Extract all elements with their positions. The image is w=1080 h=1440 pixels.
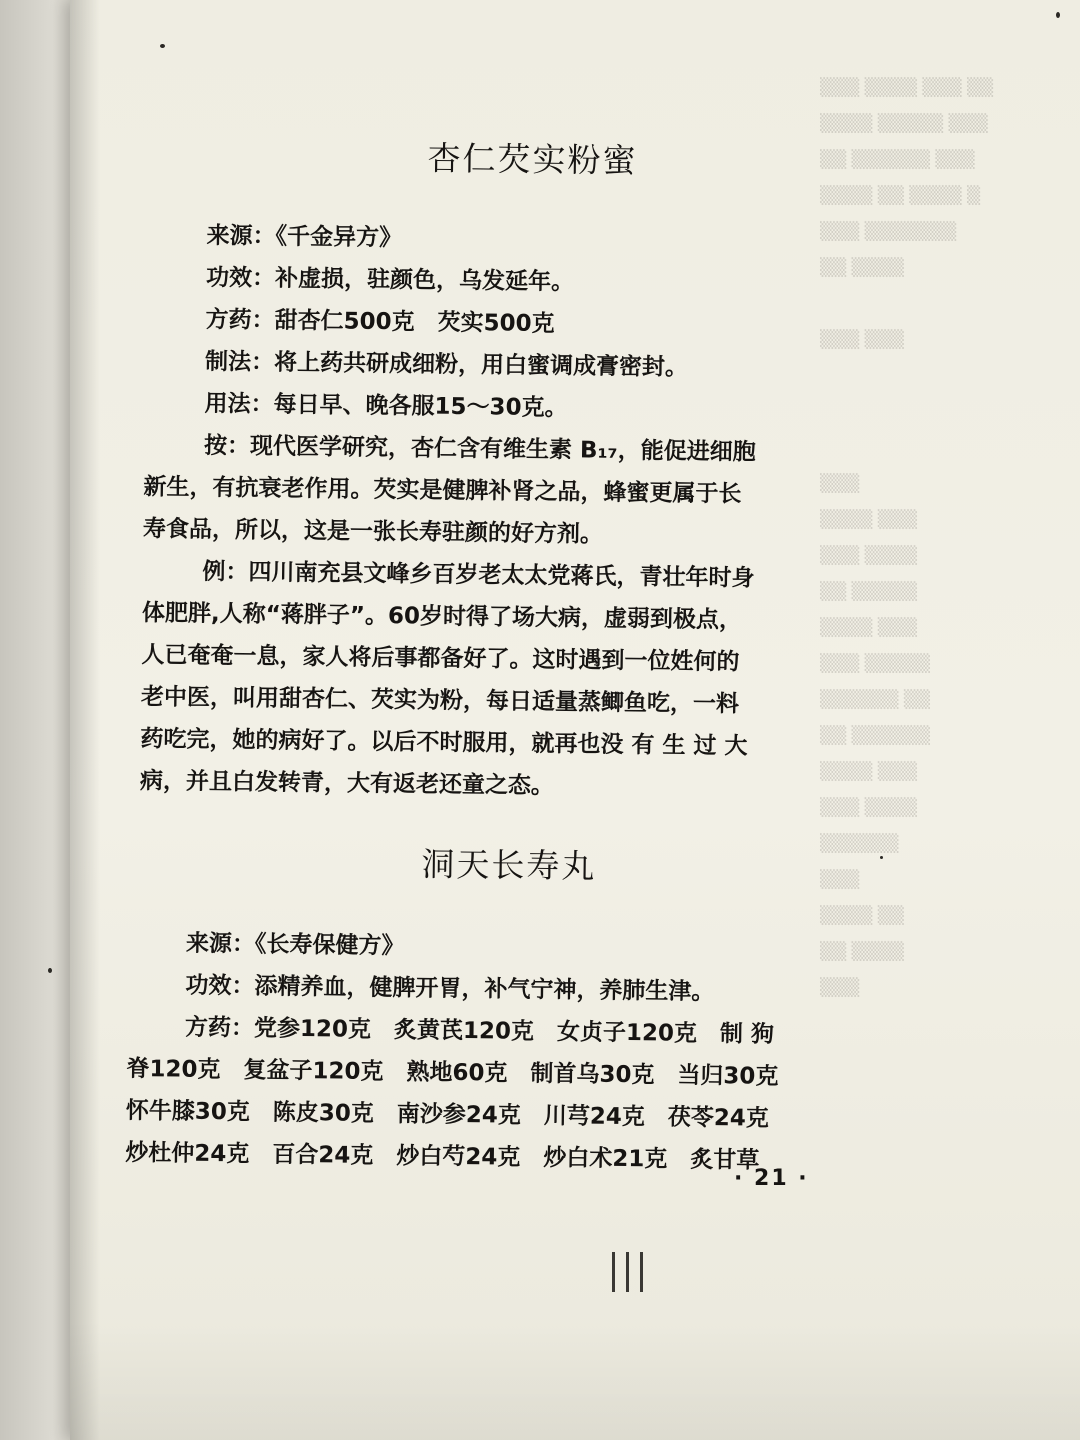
- note-line: 寿食品，所以，这是一张长寿驻颜的好方剂。: [142, 516, 604, 548]
- recipe-title-2: 洞天长寿丸: [421, 844, 597, 886]
- example-line: 药吃完，她的病好了。以后不时服用，就再也没 有 生 过 大: [140, 726, 748, 760]
- recipe-line-2: 脊120克 复盆子120克 熟地60克 制首乌30克 当归30克: [126, 1055, 779, 1090]
- example-line: 老中医，叫用甜杏仁、芡实为粉，每日适量蒸鲫鱼吃，一料: [140, 684, 740, 718]
- source-value: 《长寿保健方》: [254, 931, 405, 960]
- page-gutter-shadow: [70, 0, 100, 1440]
- source-value: 《千金异方》: [275, 223, 403, 252]
- page-number: · 21 ·: [734, 1166, 809, 1191]
- source-label: 来源：: [185, 930, 256, 958]
- example-line: 例：四川南充县文峰乡百岁老太太党蒋氏，青壮年时身: [202, 558, 755, 592]
- recipe-label: 方药：: [205, 306, 275, 334]
- note-line: 新生，有抗衰老作用。芡实是健脾补肾之品，蜂蜜更属于长: [143, 474, 742, 508]
- ink-speck: [48, 968, 52, 973]
- effect-label: 功效：: [185, 972, 255, 1000]
- ink-speck: [160, 44, 165, 48]
- effect-value: 补虚损，驻颜色，乌发延年。: [274, 265, 575, 296]
- prep-value: 将上药共研成细粉，用白蜜调成膏密封。: [273, 349, 689, 381]
- effect-label: 功效：: [205, 264, 276, 292]
- page-bottom-shade: [70, 1320, 1080, 1440]
- page-content: [125, 120, 868, 1183]
- binding-mark: [612, 1252, 646, 1292]
- usage-label: 用法：: [204, 390, 274, 418]
- example-line: 人已奄奄一息，家人将后事都备好了。这时遇到一位姓何的: [141, 642, 740, 676]
- example-line: 病，并且白发转青，大有返老还童之态。: [139, 768, 555, 800]
- recipe-line-2: 方药：党参120克 炙黄芪120克 女贞子120克 制 狗: [184, 1014, 775, 1048]
- ink-speck: [880, 856, 883, 859]
- recipe-value: 甜杏仁500克 芡实500克: [274, 307, 555, 338]
- ink-speck: [1056, 12, 1060, 18]
- recipe-line-2: 炒杜仲24克 百合24克 炒白芍24克 炒白术21克 炙甘草: [125, 1139, 760, 1174]
- recipe-line-2: 怀牛膝30克 陈皮30克 南沙参24克 川芎24克 茯苓24克: [125, 1097, 770, 1132]
- usage-value: 每日早、晚各服15～30克。: [273, 391, 568, 422]
- example-line: 体肥胖,人称“蒋胖子”。60岁时得了场大病，虚弱到极点，: [141, 600, 743, 634]
- show-through-text: ▒▒▒ ▒▒▒▒ ▒▒▒ ▒▒ ▒▒▒▒ ▒▒▒▒▒ ▒▒▒ ▒▒ ▒▒▒▒▒▒ ▒▒▒ ▒▒▒▒ ▒▒ ▒▒▒▒ ▒ ▒▒▒ ▒▒▒▒▒▒▒ ▒▒ ▒▒▒▒ ▒▒▒ ▒▒▒ ▒▒▒ ▒▒▒▒ ▒▒▒ ▒▒▒ ▒▒▒▒ ▒▒ ▒▒▒▒▒ ▒▒▒▒ ▒▒▒ ▒▒▒ ▒▒▒▒▒ ▒▒▒▒▒▒ ▒▒ ▒▒ ▒▒▒▒▒▒ ▒▒▒▒ ▒▒▒ ▒▒▒ ▒▒▒▒ ▒▒▒▒▒▒ ▒▒▒ ▒▒▒▒ ▒▒ ▒▒ ▒▒▒▒ ▒▒▒: [820, 78, 994, 998]
- note-line: 按：现代医学研究，杏仁含有维生素 B₁₇，能促进细胞: [203, 432, 756, 466]
- source-label: 来源：: [206, 222, 276, 250]
- prep-label: 制法：: [204, 348, 275, 376]
- effect-value: 添精养血，健脾开胃，补气宁神，养肺生津。: [254, 973, 715, 1006]
- recipe-title-1: 杏仁芡实粉蜜: [427, 138, 638, 181]
